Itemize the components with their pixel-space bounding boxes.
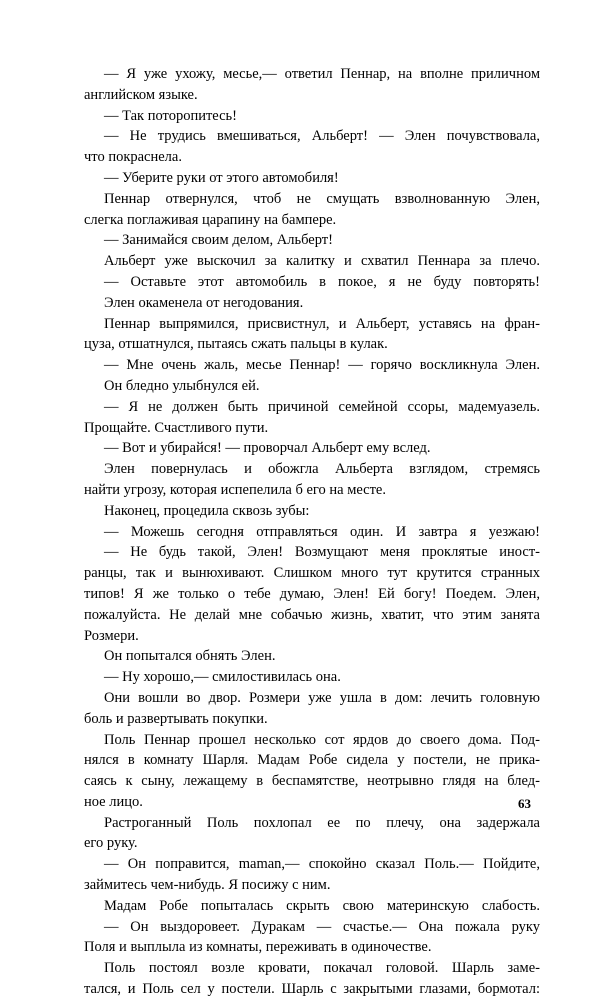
text-line: слегка поглаживая царапину на бампере.: [84, 211, 337, 228]
body-text: [84, 64, 540, 1000]
text-line: Наконец, процедила сквозь зубы:: [104, 502, 310, 519]
text-line: цуза, отшатнулся, пытаясь сжать пальцы в кулак.: [84, 336, 388, 353]
text-line: Он попытался обнять Элен.: [104, 648, 276, 665]
text-line: Пеннар отвернулся, чтоб не смущать взволнованную Элен,: [104, 190, 540, 207]
text-line: пожалуйста. Не делай мне собачью жизнь, хватит, что этим занята: [84, 606, 540, 623]
text-line: — Вот и убирайся! — проворчал Альберт ему вслед.: [104, 440, 431, 457]
text-line: Альберт уже выскочил за калитку и схватил Пеннара за плечо.: [104, 253, 540, 270]
text-line: — Не трудись вмешиваться, Альберт! — Элен почувствовала,: [104, 128, 540, 145]
text-line: Прощайте. Счастливого пути.: [84, 419, 269, 436]
text-line: — Он выздоровеет. Дуракам — счастье.— Она пожала руку: [104, 918, 540, 935]
text-line: найти угрозу, которая испепелила б его на месте.: [84, 481, 386, 498]
text-line: — Оставьте этот автомобиль в покое, я не буду повторять!: [104, 273, 540, 290]
text-line: — Мне очень жаль, месье Пеннар! — горячо воскликнула Элен.: [104, 357, 540, 374]
text-line: Розмери.: [84, 627, 139, 644]
text-line: английском языке.: [84, 86, 198, 103]
text-line: Мадам Робе попыталась скрыть свою материнскую слабость.: [104, 897, 540, 914]
text-line: Элен повернулась и обожгла Альберта взглядом, стремясь: [104, 461, 540, 478]
text-line: Поль Пеннар прошел несколько сот ярдов до своего дома. Под-: [104, 731, 540, 748]
text-line: Они вошли во двор. Розмери уже ушла в дом: лечить головную: [104, 689, 540, 706]
text-line: его руку.: [84, 835, 138, 852]
text-line: — Ну хорошо,— смилостивилась она.: [104, 669, 341, 686]
text-line: нялся в комнату Шарля. Мадам Робе сидела у постели, не прика-: [84, 752, 540, 769]
text-line: — Занимайся своим делом, Альберт!: [104, 232, 333, 249]
text-line: — Так поторопитесь!: [104, 107, 237, 124]
text-line: тался, и Поль сел у постели. Шарль с закрытыми глазами, бормотал:: [84, 981, 540, 998]
text-line: что покраснела.: [84, 149, 182, 166]
text-line: Он бледно улыбнулся ей.: [104, 377, 260, 394]
text-line: Поля и выплыла из комнаты, переживать в одиночестве.: [84, 939, 432, 956]
page-number: 63: [518, 796, 531, 811]
text-line: ное лицо.: [84, 793, 143, 810]
text-line: Поль постоял возле кровати, покачал головой. Шарль заме-: [104, 960, 540, 977]
text-line: типов! Я же только о тебе думаю, Элен! Ей богу! Поедем. Элен,: [84, 585, 540, 602]
text-line: саясь к сыну, лежащему в беспамятстве, неотрывно глядя на блед-: [84, 773, 540, 790]
text-line: — Можешь сегодня отправляться один. И завтра я уезжаю!: [104, 523, 540, 540]
text-line: Элен окаменела от негодования.: [104, 294, 304, 311]
text-line: Пеннар выпрямился, присвистнул, и Альберт, уставясь на фран-: [104, 315, 540, 332]
text-line: ранцы, так и вынюхивают. Слишком много тут крутится странных: [84, 565, 540, 582]
text-line: займитесь чем-нибудь. Я посижу с ним.: [84, 877, 331, 894]
text-line: — Не будь такой, Элен! Возмущают меня проклятые иност-: [104, 544, 540, 561]
text-line: — Уберите руки от этого автомобиля!: [104, 169, 339, 186]
text-line: — Я не должен быть причиной семейной ссоры, мадемуазель.: [104, 398, 540, 415]
text-line: — Он поправится, maman,— спокойно сказал Поль.— Пойдите,: [104, 856, 540, 873]
text-line: боль и развертывать покупки.: [84, 710, 268, 727]
text-line: — Я уже ухожу, месье,— ответил Пеннар, на вполне приличном: [104, 66, 540, 82]
text-line: Растроганный Поль похлопал ее по плечу, она задержала: [104, 814, 540, 831]
